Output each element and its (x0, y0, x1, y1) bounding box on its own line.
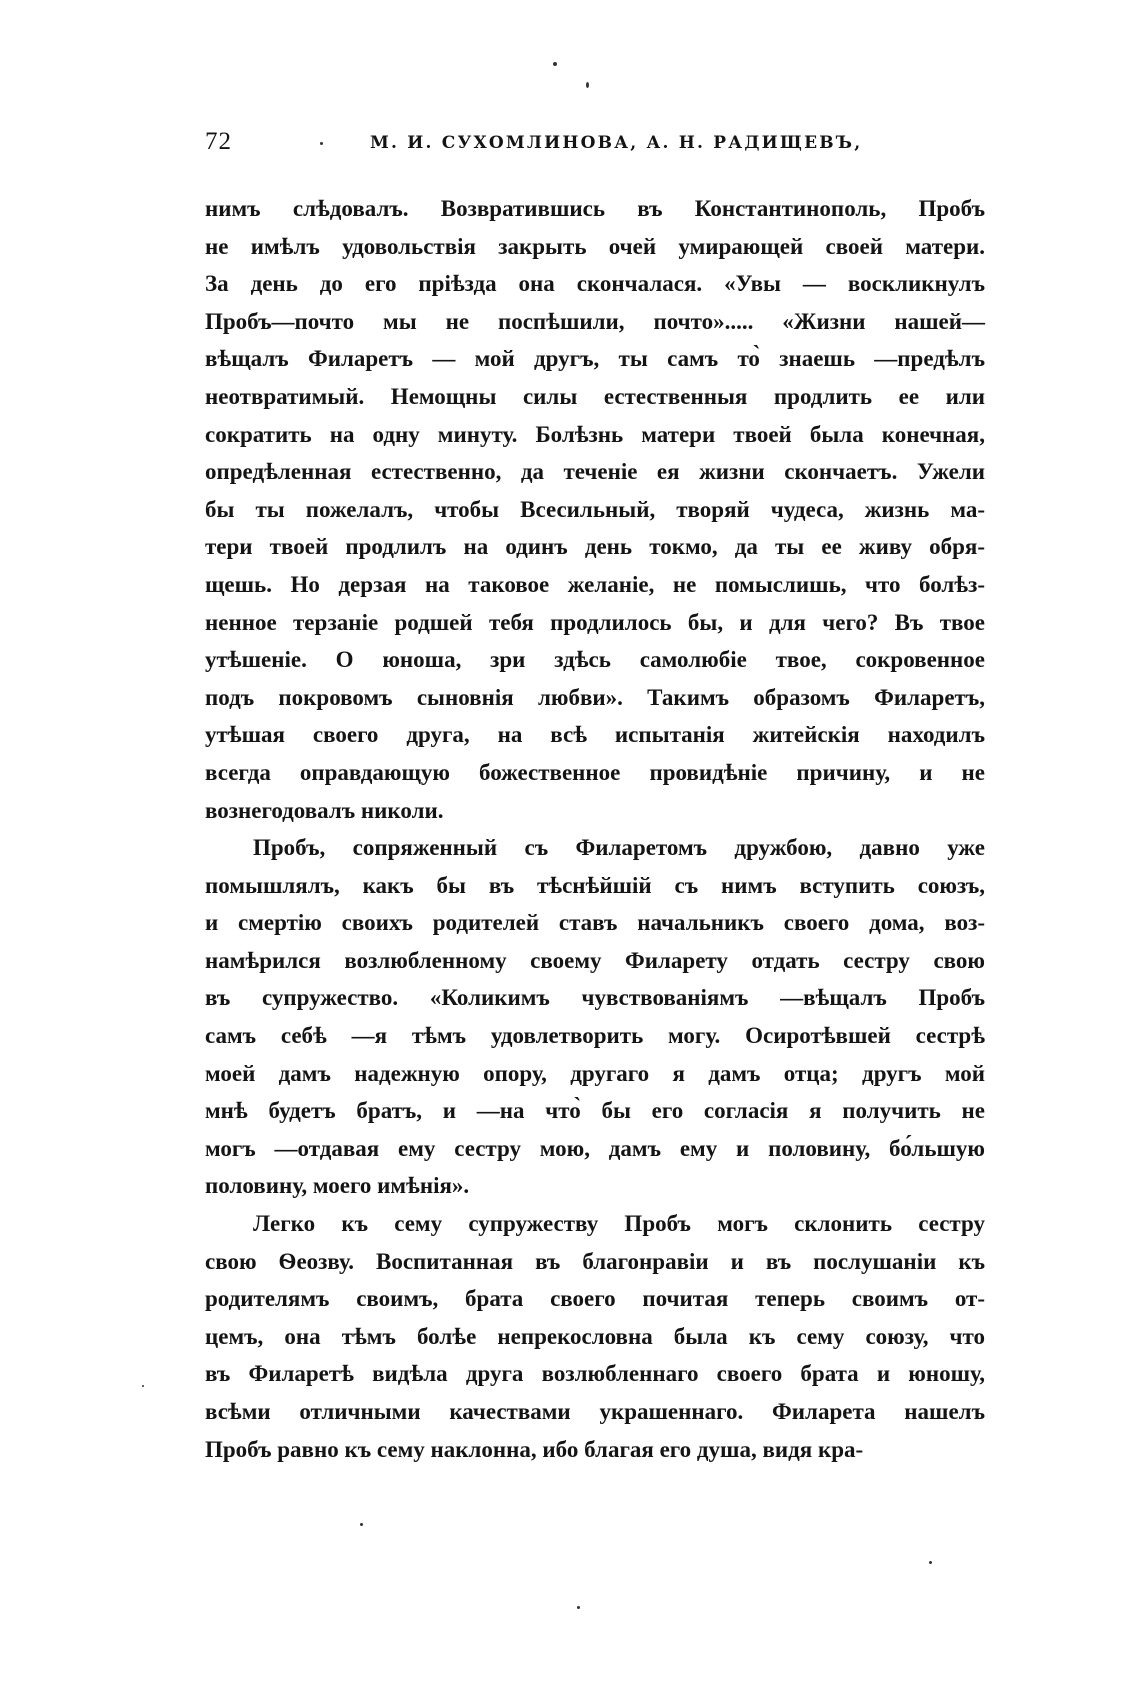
text-line: въ Филаретѣ видѣла друга возлюбленнаго своего брата и юношу, (205, 1361, 985, 1387)
scan-speck (929, 1561, 932, 1564)
text-line: подъ покровомъ сыновнія любви». Такимъ образомъ Филаретъ, (205, 684, 985, 710)
text-line: половину, моего имѣнія». (205, 1173, 470, 1199)
text-line: моей дамъ надежную опору, другаго я дамъ отца; другъ мой (205, 1060, 985, 1086)
text-line: самъ себѣ —я тѣмъ удовлетворить могу. Осиротѣвшей сестрѣ (205, 1023, 985, 1049)
scan-speck (553, 62, 557, 66)
text-line: цемъ, она тѣмъ болѣе непрекословна была къ сему союзу, что (205, 1323, 985, 1349)
body-text (205, 190, 985, 1468)
page-number: 72 (205, 128, 232, 155)
text-line: въ супружество. «Коликимъ чувствованіямъ —вѣщалъ Пробъ (205, 985, 985, 1011)
text-line: щешь. Но дерзая на таковое желаніе, не помыслишь, что болѣз- (205, 571, 985, 597)
text-line: утѣшеніе. О юноша, зри здѣсь самолюбіе твое, сокровенное (205, 647, 985, 673)
text-line: За день до его пріѣзда она скончалася. «Увы — воскликнулъ (205, 271, 985, 297)
scan-speck (320, 142, 323, 145)
text-line: вѣщалъ Филаретъ — мой другъ, ты самъ то̀ знаешь —предѣлъ (205, 346, 985, 372)
text-line: Легко къ сему супружеству Пробъ могъ склонить сестру (253, 1211, 985, 1237)
text-line: ненное терзаніе родшей тебя продлилось бы, и для чего? Въ твое (205, 609, 985, 635)
scan-speck (360, 1523, 363, 1526)
page-header (205, 128, 985, 168)
scan-speck (577, 1606, 580, 1609)
text-line: могъ —отдавая ему сестру мою, дамъ ему и половину, бо́льшую (205, 1135, 985, 1161)
text-line: вознегодовалъ николи. (205, 797, 444, 823)
text-line: нимъ слѣдовалъ. Возвратившись въ Константинополь, Пробъ (205, 196, 985, 221)
text-line: опредѣленная естественно, да теченіе ея жизни скончаетъ. Ужели (205, 459, 985, 485)
text-line: сократить на одну минуту. Болѣзнь матери твоей была конечная, (205, 421, 985, 447)
text-line: родителямъ своимъ, брата своего почитая теперь своимъ от- (205, 1286, 985, 1312)
text-line: намѣрился возлюбленному своему Филарету отдать сестру свою (205, 947, 985, 973)
text-line: свою Ѳеозву. Воспитанная въ благонравіи и въ послушаніи къ (205, 1248, 985, 1274)
text-line: утѣшая своего друга, на всѣ испытанія житейскія находилъ (205, 722, 985, 748)
text-line: бы ты пожелалъ, чтобы Всесильный, творяй чудеса, жизнь ма- (205, 496, 985, 522)
text-line: Пробъ равно къ сему наклонна, ибо благая его душа, видя кра- (205, 1436, 864, 1462)
running-head: М. И. СУХОМЛИНОВА, А. Н. РАДИЩЕВЪ, (370, 133, 863, 153)
text-line: неотвратимый. Немощны силы естественныя продлить ее или (205, 383, 985, 409)
text-line: Пробъ—почто мы не поспѣшили, почто»..... «Жизни нашей— (205, 308, 985, 334)
text-line: мнѣ будетъ братъ, и —на что̀ бы его согласія я получить не (205, 1098, 985, 1124)
text-line: и смертію своихъ родителей ставъ начальникъ своего дома, воз- (205, 910, 985, 936)
text-line: не имѣлъ удовольствія закрыть очей умирающей своей матери. (205, 233, 985, 259)
text-line: тери твоей продлилъ на одинъ день токмо, да ты ее живу обря- (205, 534, 985, 560)
text-line: всегда оправдающую божественное провидѣніе причину, и не (205, 759, 985, 785)
scan-speck (142, 1385, 144, 1387)
scan-speck (586, 82, 589, 88)
text-line: всѣми отличными качествами украшеннаго. Филарета нашелъ (205, 1399, 985, 1424)
text-line: помышлялъ, какъ бы въ тѣснѣйшій съ нимъ вступить союзъ, (205, 872, 985, 898)
text-line: Пробъ, сопряженный съ Филаретомъ дружбою, давно уже (253, 835, 985, 861)
